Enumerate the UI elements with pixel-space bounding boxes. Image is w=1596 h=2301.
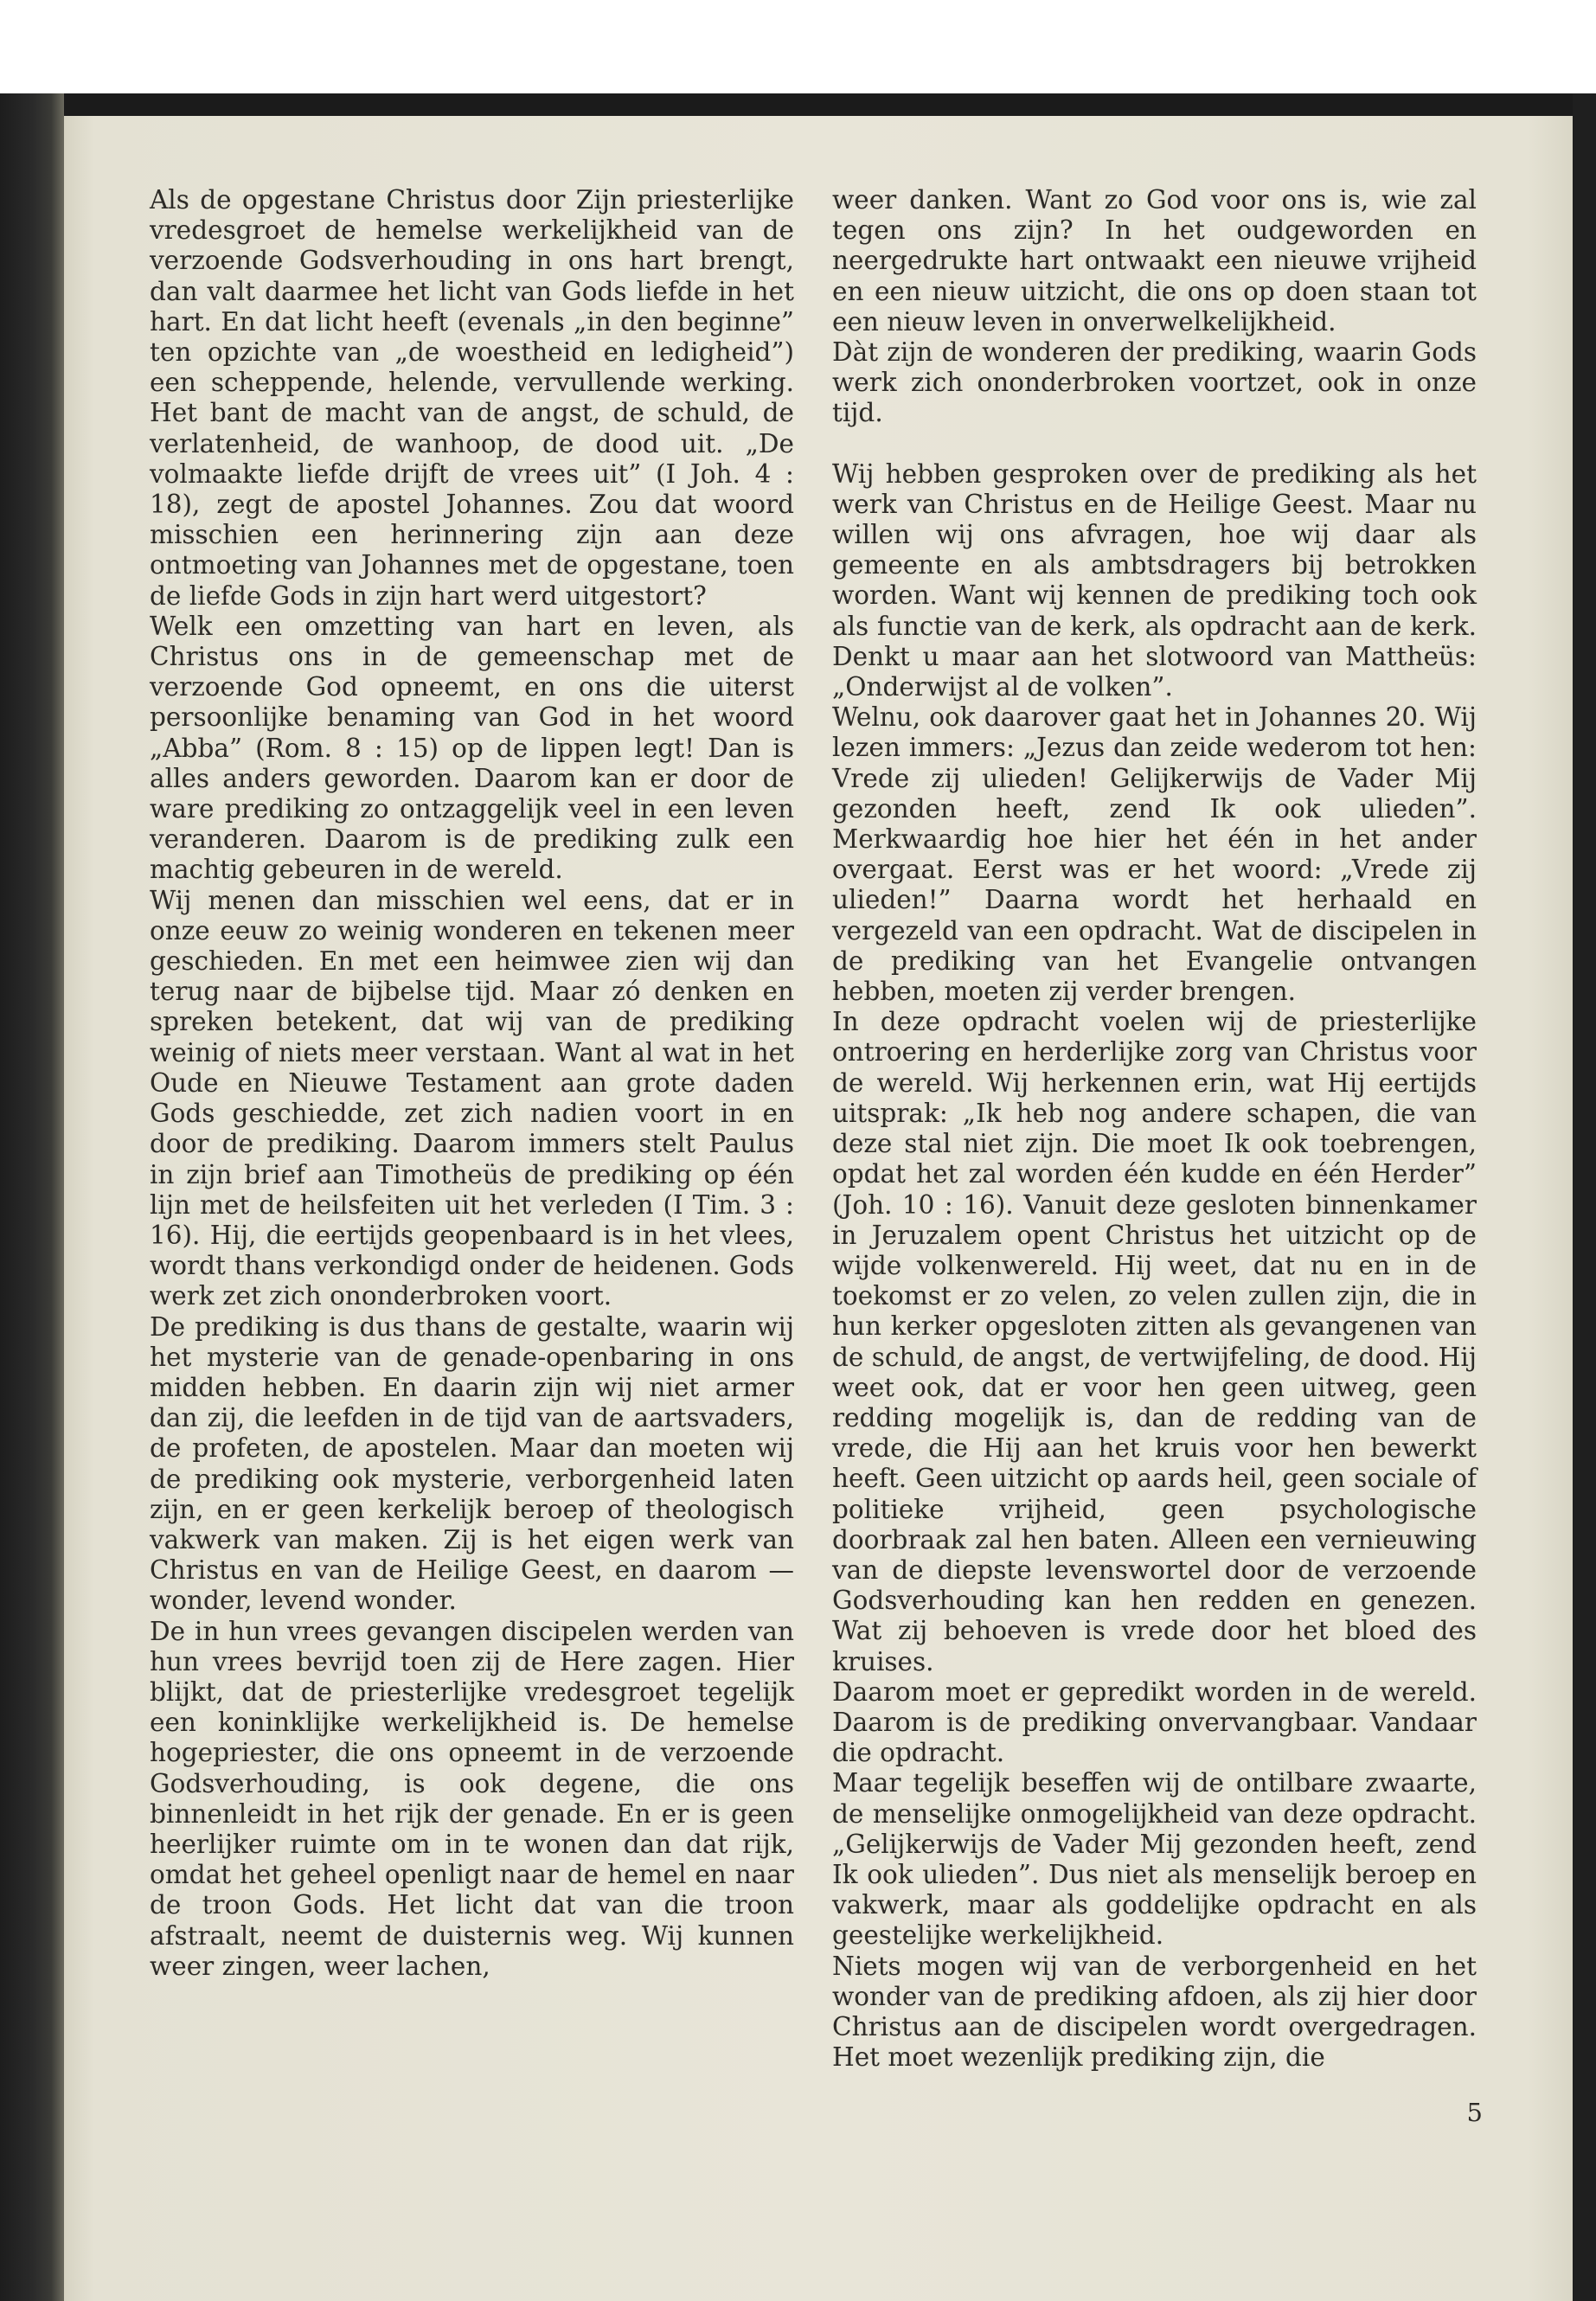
paragraph: Wij menen dan misschien wel eens, dat er in onze eeuw zo weinig wonderen en tekenen meer geschieden. En met een heimwee zien wij dan terug naar de bijbelse tijd. Maar zó denken en spreken betekent, dat wij van de prediking weinig of niets meer verstaan. Want al wat in het Oude en Nieuwe Testament aan grote daden Gods geschiedde, zet zich nadien voort in en door de prediking. Daarom immers stelt Paulus in zijn brief aan Timotheüs de prediking op één lijn met de heilsfeiten uit het verleden (I Tim. 3 : 16). Hij, die eertijds geopenbaard is in het vlees, wordt thans verkondigd onder de heidenen. Gods werk zet zich ononderbroken voort.	[150, 885, 794, 1311]
scan-top-border	[0, 93, 1596, 116]
paragraph: Welk een omzetting van hart en leven, als Christus ons in de gemeenschap met de verzoende God opneemt, en ons die uiterst persoonlijke benaming van God in het woord „Abba” (Rom. 8 : 15) op de lippen legt! Dan is alles anders geworden. Daarom kan er door de ware prediking zo ontzaggelijk veel in een leven veranderen. Daarom is de prediking zulk een machtig gebeuren in de wereld.	[150, 611, 794, 885]
page-number: 5	[1466, 2098, 1483, 2127]
paragraph: Maar tegelijk beseffen wij de ontilbare zwaarte, de menselijke onmogelijkheid van deze opdracht. „Gelijkerwijs de Vader Mij gezonden heeft, zend Ik ook ulieden”. Dus niet als menselijk beroep en vakwerk, maar als goddelijke opdracht en als geestelijke werkelijkheid.	[832, 1768, 1477, 1951]
paragraph: Dàt zijn de wonderen der prediking, waarin Gods werk zich ononderbroken voortzet, ook in onze tijd.	[832, 337, 1477, 428]
paragraph: Daarom moet er gepredikt worden in de wereld. Daarom is de prediking onvervangbaar. Vandaar die opdracht.	[832, 1676, 1477, 1768]
paragraph: Welnu, ook daarover gaat het in Johannes 20. Wij lezen immers: „Jezus dan zeide wederom tot hen: Vrede zij ulieden! Gelijkerwijs de Vader Mij gezonden heeft, zend Ik ook ulieden”. Merkwaardig hoe hier het één in het ander overgaat. Eerst was er het woord: „Vrede zij ulieden!” Daarna wordt het herhaald en vergezeld van een opdracht. Wat de discipelen in de prediking van het Evangelie ontvangen hebben, moeten zij verder brengen.	[832, 702, 1477, 1007]
scan-right-border	[1573, 93, 1596, 2301]
paragraph: Wij hebben gesproken over de prediking als het werk van Christus en de Heilige Geest. Maar nu willen wij ons afvragen, hoe wij daar als gemeente en als ambtsdragers bij betrokken worden. Want wij kennen de prediking toch ook als functie van de kerk, als opdracht aan de kerk. Denkt u maar aan het slotwoord van Mattheüs: „Onderwijst al de volken”.	[832, 458, 1477, 702]
paragraph: De in hun vrees gevangen discipelen werden van hun vrees bevrijd toen zij de Here zagen. Hier blijkt, dat de priesterlijke vredesgroet tegelijk een koninklijke werkelijkheid is. De hemelse hogepriester, die ons opneemt in de verzoende Godsverhouding, is ook degene, die ons binnenleidt in het rijk der genade. En er is geen heerlijker ruimte om in te wonen dan dat rijk, omdat het geheel openligt naar de hemel en naar de troon Gods. Het licht dat van die troon afstraalt, neemt de duisternis weg. Wij kunnen weer zingen, weer lachen,	[150, 1616, 794, 1981]
paragraph: Niets mogen wij van de verborgenheid en het wonder van de prediking afdoen, als zij hier door Christus aan de discipelen wordt overgedragen. Het moet wezenlijk prediking zijn, die	[832, 1951, 1477, 2073]
paragraph: In deze opdracht voelen wij de priesterlijke ontroering en herderlijke zorg van Christus voor de wereld. Wij herkennen erin, wat Hij eertijds uitsprak: „Ik heb nog andere schapen, die van deze stal niet zijn. Die moet Ik ook toebrengen, opdat het zal worden één kudde en één Herder” (Joh. 10 : 16). Vanuit deze gesloten binnenkamer in Jeruzalem opent Christus het uitzicht op de wijde volkenwereld. Hij weet, dat nu en in de toekomst er zo velen, zo velen zullen zijn, die in hun kerker opgesloten zitten als gevangenen van de schuld, de angst, de vertwijfeling, de dood. Hij weet ook, dat er voor hen geen uitweg, geen redding mogelijk is, dan de redding van de vrede, die Hij aan het kruis voor hen bewerkt heeft. Geen uitzicht op aards heil, geen sociale of politieke vrijheid, geen psychologische doorbraak zal hen baten. Alleen een vernieuwing van de diepste levenswortel door de verzoende Godsverhouding kan hen redden en genezen. Wat zij behoeven is vrede door het bloed des kruises.	[832, 1007, 1477, 1676]
right-text-column	[832, 185, 1477, 2073]
paragraph: weer danken. Want zo God voor ons is, wie zal tegen ons zijn? In het oudgeworden en neergedrukte hart ontwaakt een nieuwe vrijheid en een nieuw uitzicht, die ons op doen staan tot een nieuw leven in onverwelkelijkheid.	[832, 185, 1477, 336]
binding-edge	[0, 93, 64, 2301]
paragraph: De prediking is dus thans de gestalte, waarin wij het mysterie van de genade-openbaring in ons midden hebben. En daarin zijn wij niet armer dan zij, die leefden in de tijd van de aartsvaders, de profeten, de apostelen. Maar dan moeten wij de prediking ook mysterie, verborgenheid laten zijn, en er geen kerkelijk beroep of theologisch vakwerk van maken. Zij is het eigen werk van Christus en van de Heilige Geest, en daarom — wonder, levend wonder.	[150, 1311, 794, 1616]
paragraph: Als de opgestane Christus door Zijn priesterlijke vredesgroet de hemelse werkelijkheid van de verzoende Godsverhouding in ons hart brengt, dan valt daarmee het licht van Gods liefde in het hart. En dat licht heeft (evenals „in den beginne” ten opzichte van „de woestheid en ledigheid”) een scheppende, helende, vervullende werking. Het bant de macht van de angst, de schuld, de verlatenheid, de wanhoop, de dood uit. „De volmaakte liefde drijft de vrees uit” (I Joh. 4 : 18), zegt de apostel Johannes. Zou dat woord misschien een herinnering zijn aan deze ontmoeting van Johannes met de opgestane, toen de liefde Gods in zijn hart werd uitgestort?	[150, 185, 794, 611]
left-text-column	[150, 185, 794, 1982]
